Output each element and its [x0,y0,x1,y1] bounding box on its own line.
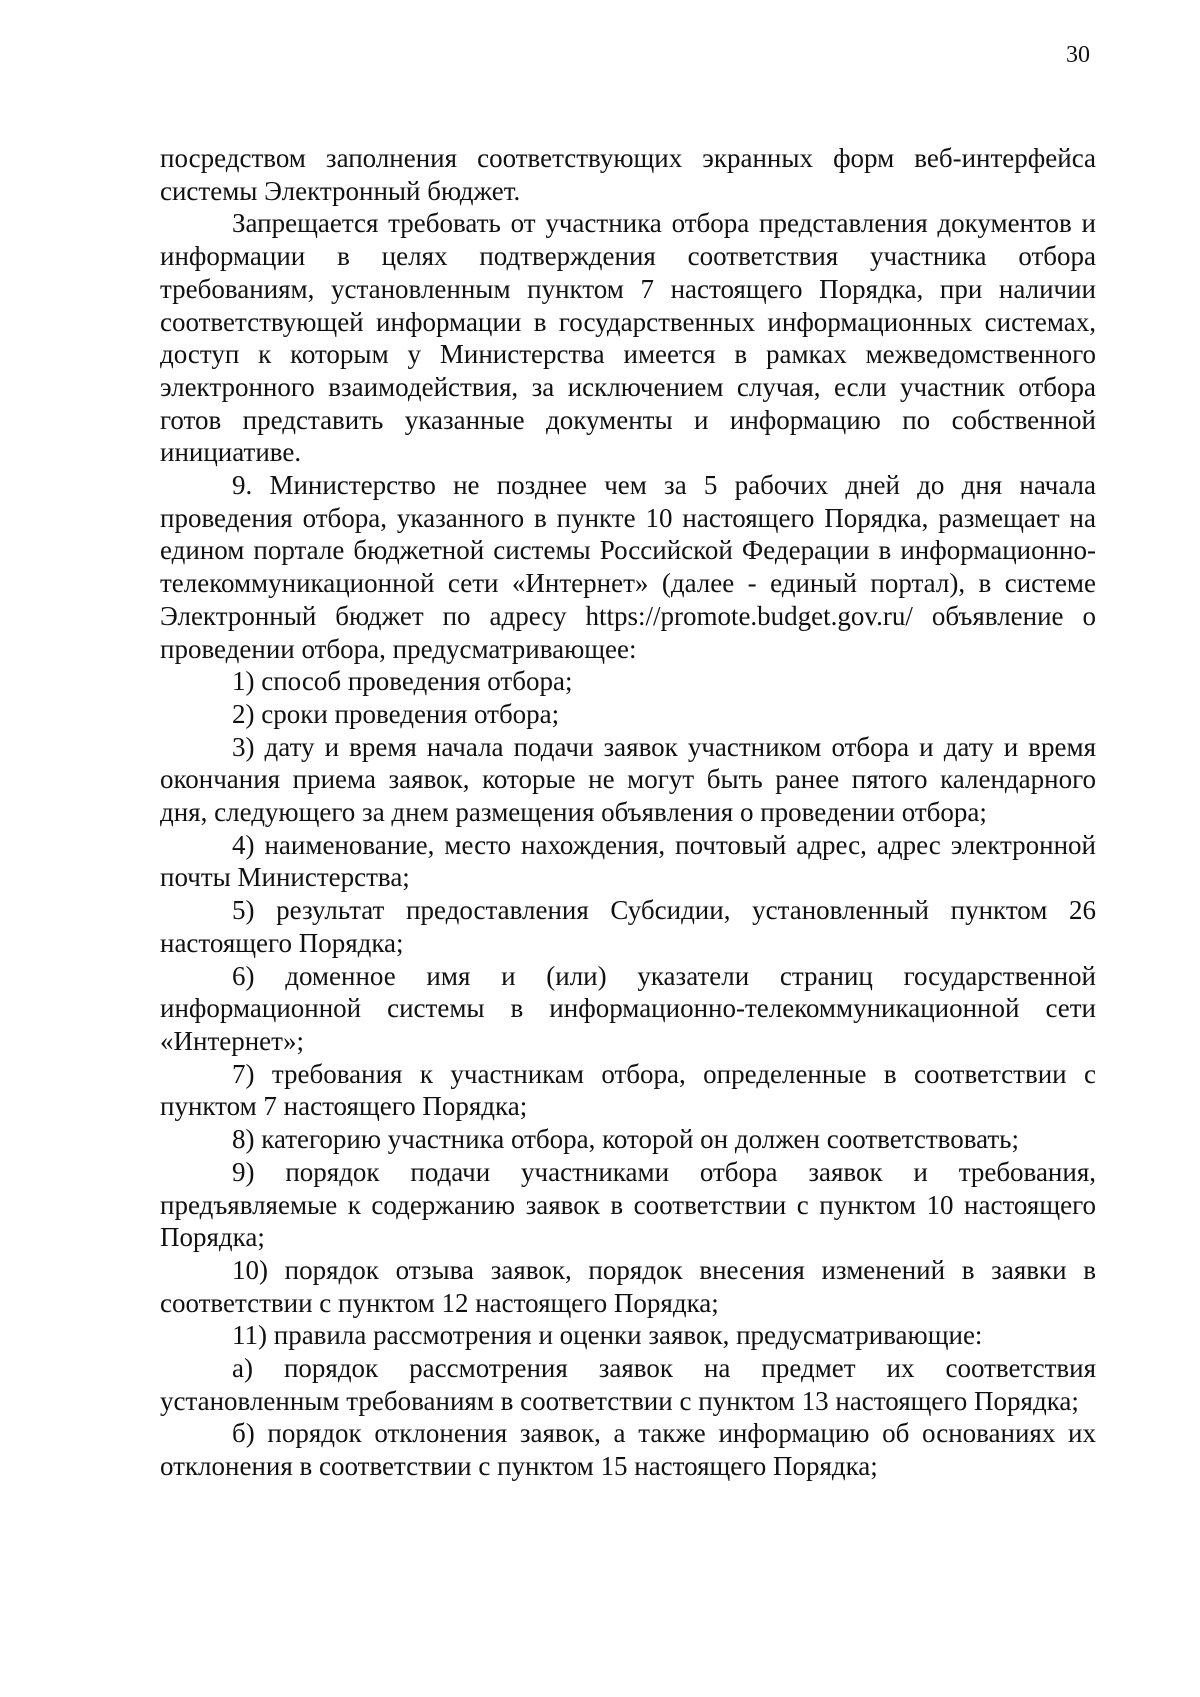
list-item-1: 1) способ проведения отбора; [232,666,573,697]
list-item-7: 7) требования к участникам отбора, определенные в соответствии с пунктом 7 настоящего Порядка; [160,1058,1096,1122]
sub-item-a: а) порядок рассмотрения заявок на предмет их соответствия установленным требованиям в соответствии с пунктом 13 настоящего Порядка; [160,1353,1096,1416]
sub-item-b: б) порядок отклонения заявок, а также информацию об основаниях их отклонения в соответствии с пунктом 15 настоящего Порядка; [160,1418,1096,1482]
list-item-10: 10) порядок отзыва заявок, порядок внесения изменений в заявки в соответствии с пунктом 12 настоящего Порядка; [160,1254,1096,1318]
page-number: 30 [1066,42,1090,68]
list-item-5: 5) результат предоставления Субсидии, установленный пунктом 26 настоящего Порядка; [160,895,1096,958]
list-item-9: 9) порядок подачи участниками отбора заявок и требования, предъявляемые к содержанию заявок в соответствии с пунктом 10 настоящего Порядка; [160,1156,1096,1253]
list-item-2: 2) сроки проведения отбора; [232,698,560,729]
list-item-3: 3) дату и время начала подачи заявок участником отбора и дату и время окончания приема заявок, которые не могут быть ранее пятого календарного дня, следующего за днем размещения объявления о проведении отбора; [160,731,1096,828]
list-item-4: 4) наименование, место нахождения, почтовый адрес, адрес электронной почты Министерства; [160,829,1096,893]
list-item-6: 6) доменное имя и (или) указатели страниц государственной информационной системы в информационно-телекоммуникационной сети «Интернет»; [160,960,1096,1056]
paragraph-prohibition: Запрещается требовать от участника отбора представления документов и информации в целях подтверждения соответствия участника отбора требованиям, установленным пунктом 7 настоящего Порядка, при наличии соответствующей информации в государственных информационных системах, доступ к которым у Министерства имеется в рамках межведомственного электронного взаимодействия, за исключением случая, если участник отбора готов представить указанные документы и информацию по собственной инициативе. [160,208,1096,468]
list-item-8: 8) категорию участника отбора, которой он должен соответствовать; [232,1124,1019,1155]
document-body [160,142,1096,1483]
paragraph-item-9: 9. Министерство не позднее чем за 5 рабочих дней до дня начала проведения отбора, указанного в пункте 10 настоящего Порядка, размещает на едином портале бюджетной системы Российской Федерации в информационно-телекоммуникационной сети «Интернет» (далее - единый портал), в системе Электронный бюджет по адресу https://promote.budget.gov.ru/ объявление о проведении отбора, предусматривающее: [160,470,1096,664]
paragraph-continuation: посредством заполнения соответствующих экранных форм веб-интерфейса системы Электронный бюджет. [160,143,1096,206]
list-item-11: 11) правила рассмотрения и оценки заявок, предусматривающие: [232,1320,983,1351]
